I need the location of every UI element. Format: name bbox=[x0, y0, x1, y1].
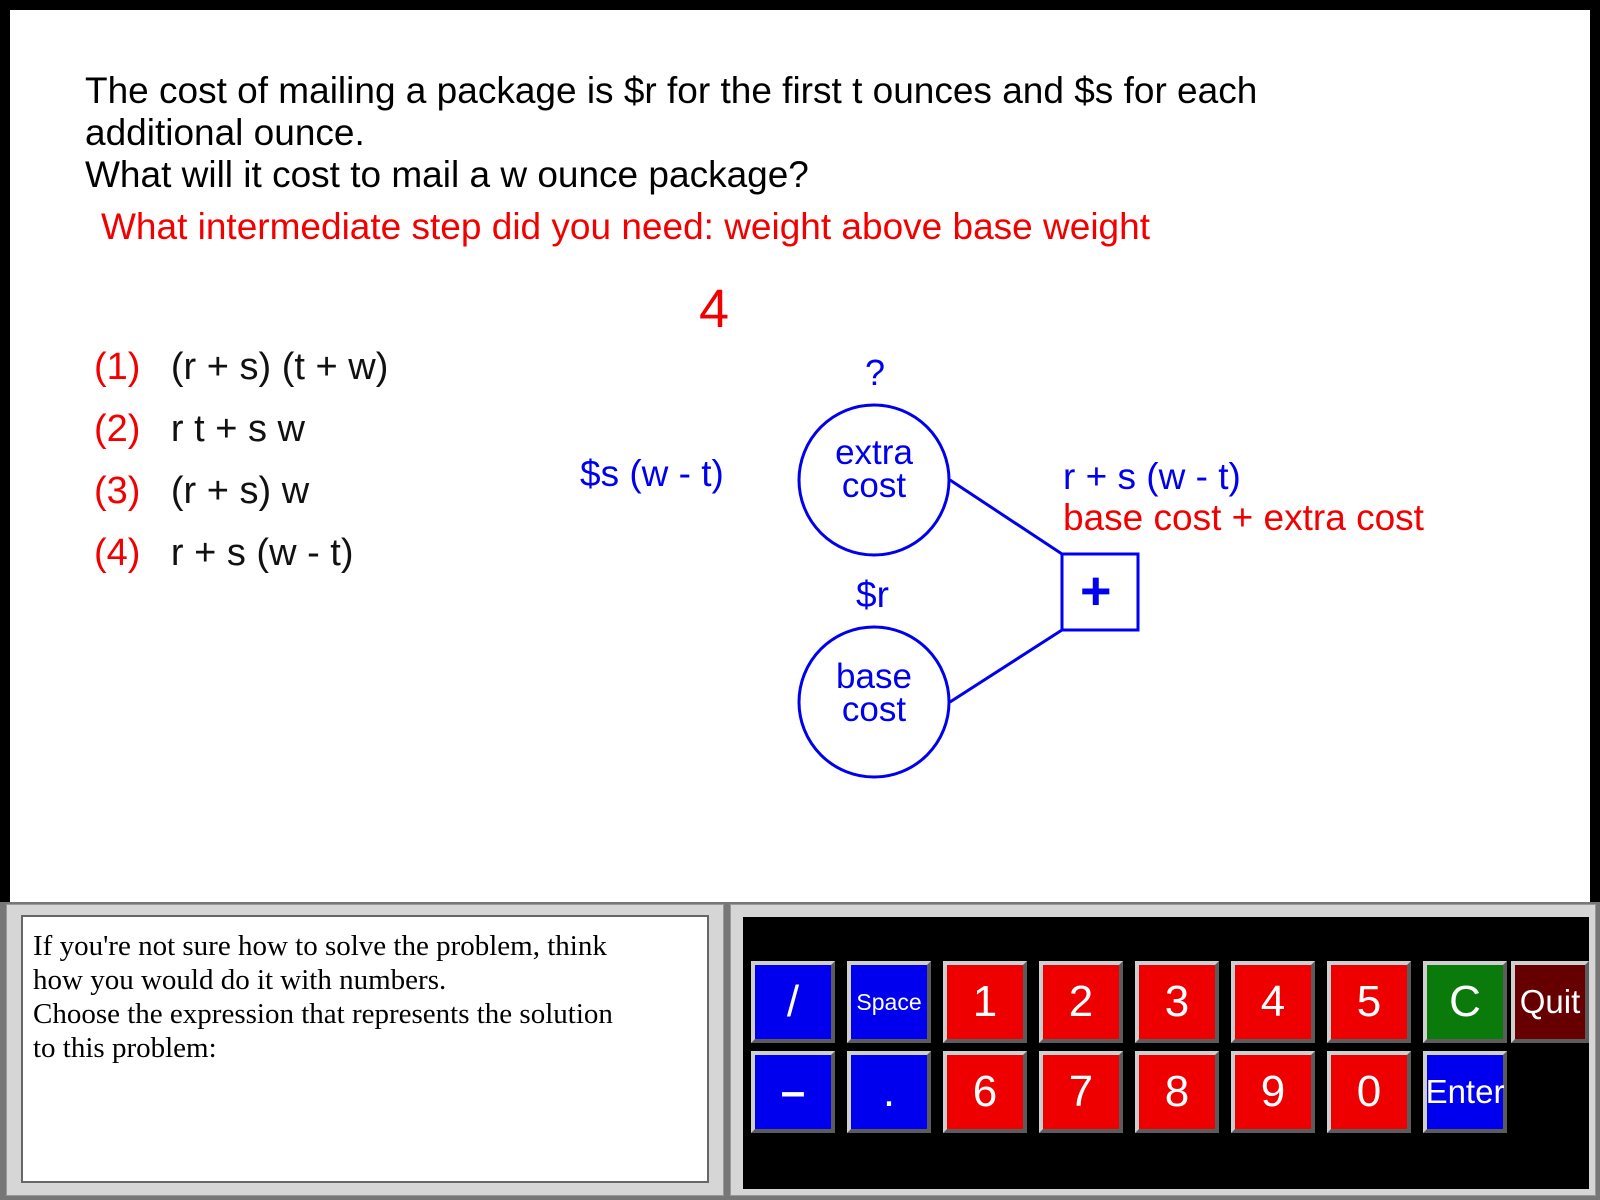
node-label-line: extra bbox=[835, 433, 913, 472]
solution-diagram bbox=[10, 10, 1590, 902]
extra-cost-value: ? bbox=[865, 352, 886, 393]
digit-8-key[interactable]: 8 bbox=[1135, 1051, 1219, 1133]
choice-expression: (r + s) w bbox=[170, 470, 310, 512]
result-expression: r + s (w - t) bbox=[1063, 456, 1241, 497]
hint-line-1: If you're not sure how to solve the problem, think bbox=[33, 930, 607, 962]
minus-key[interactable]: – bbox=[751, 1051, 835, 1133]
keypad-panel bbox=[730, 904, 1596, 1196]
base-cost-label bbox=[804, 657, 944, 729]
hint-text-box bbox=[21, 915, 709, 1183]
result-description: base cost + extra cost bbox=[1063, 497, 1424, 538]
enter-key[interactable]: Enter bbox=[1423, 1051, 1507, 1133]
slash-key[interactable]: / bbox=[751, 961, 835, 1043]
digit-3-key[interactable]: 3 bbox=[1135, 961, 1219, 1043]
digit-1-key[interactable]: 1 bbox=[943, 961, 1027, 1043]
digit-5-key[interactable]: 5 bbox=[1327, 961, 1411, 1043]
plus-operator-symbol: + bbox=[1080, 561, 1112, 621]
node-label-line: base bbox=[836, 657, 912, 696]
edge-extra-to-plus bbox=[950, 480, 1062, 554]
digit-4-key[interactable]: 4 bbox=[1231, 961, 1315, 1043]
digit-9-key[interactable]: 9 bbox=[1231, 1051, 1315, 1133]
base-cost-value: $r bbox=[856, 574, 889, 615]
intermediate-step-prompt: What intermediate step did you need: weight above base weight bbox=[101, 206, 1150, 247]
digit-0-key[interactable]: 0 bbox=[1327, 1051, 1411, 1133]
choice-number: (3) bbox=[94, 470, 141, 512]
choice-expression: r t + s w bbox=[170, 408, 305, 450]
step-number: 4 bbox=[699, 279, 730, 339]
choice-number: (4) bbox=[94, 532, 141, 574]
digit-6-key[interactable]: 6 bbox=[943, 1051, 1027, 1133]
problem-line-3: What will it cost to mail a w ounce package? bbox=[85, 154, 809, 195]
extra-cost-expression: $s (w - t) bbox=[580, 453, 724, 494]
node-label-line: cost bbox=[841, 690, 907, 729]
keypad bbox=[743, 917, 1589, 1189]
choice-number: (2) bbox=[94, 408, 141, 450]
hint-panel bbox=[6, 904, 724, 1196]
problem-area bbox=[10, 10, 1590, 902]
choice-number: (1) bbox=[94, 346, 141, 388]
clear-key[interactable]: C bbox=[1423, 961, 1507, 1043]
decimal-point-key[interactable]: . bbox=[847, 1051, 931, 1133]
node-label-line: cost bbox=[841, 466, 907, 505]
quit-key[interactable]: Quit bbox=[1511, 961, 1589, 1043]
edge-base-to-plus bbox=[950, 630, 1062, 702]
problem-line-2: additional ounce. bbox=[85, 112, 365, 153]
choice-expression: (r + s) (t + w) bbox=[170, 346, 389, 388]
extra-cost-label bbox=[804, 433, 944, 505]
hint-line-3: Choose the expression that represents the solution bbox=[33, 998, 613, 1030]
hint-line-4: to this problem: bbox=[33, 1032, 217, 1064]
hint-line-2: how you would do it with numbers. bbox=[33, 964, 447, 996]
space-key[interactable]: Space bbox=[847, 961, 931, 1043]
digit-7-key[interactable]: 7 bbox=[1039, 1051, 1123, 1133]
choice-expression: r + s (w - t) bbox=[170, 532, 354, 574]
digit-2-key[interactable]: 2 bbox=[1039, 961, 1123, 1043]
problem-line-1: The cost of mailing a package is $r for the first t ounces and $s for each bbox=[85, 70, 1258, 111]
